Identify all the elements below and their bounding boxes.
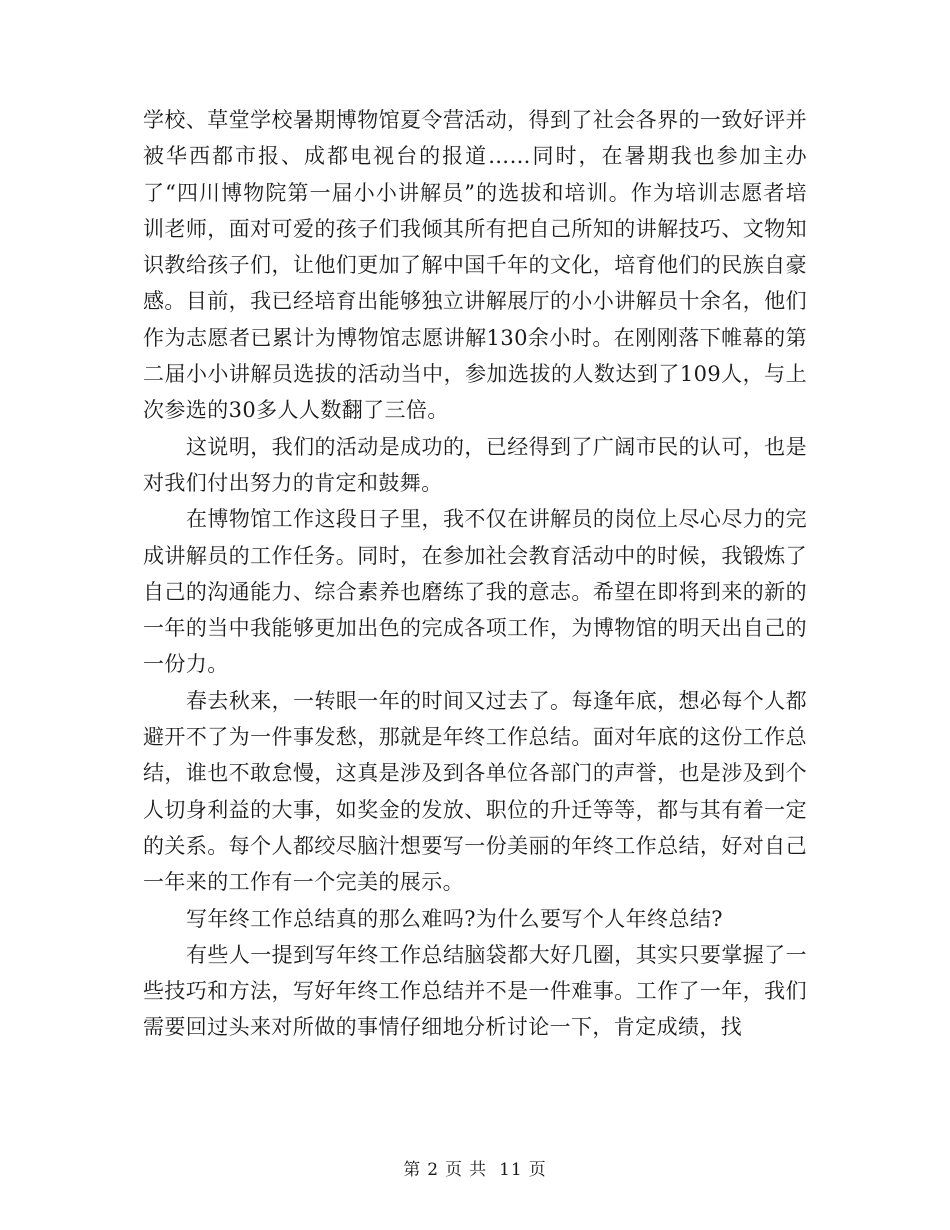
footer-label-unit-end: 页 (528, 1160, 547, 1180)
footer-label-unit: 页 (445, 1160, 464, 1180)
paragraph-2: 这说明，我们的活动是成功的，已经得到了广阔市民的认可，也是对我们付出努力的肯定和鼓舞。 (143, 434, 807, 495)
footer-current-page: 2 (427, 1160, 440, 1180)
page-footer (0, 1155, 950, 1180)
document-body (143, 102, 807, 1046)
paragraph-1: 学校、草堂学校暑期博物馆夏令营活动，得到了社会各界的一致好评并被华西都市报、成都电视台的报道……同时，在暑期我也参加主办了“四川博物院第一届小小讲解员”的选拔和培训。作为培训志愿者培训老师，面对可爱的孩子们我倾其所有把自己所知的讲解技巧、文物知识教给孩子们，让他们更加了解中国千年的文化，培育他们的民族自豪感。目前，我已经培育出能够独立讲解展厅的小小讲解员十余名，他们作为志愿者已累计为博物馆志愿讲解130余小时。在刚刚落下帷幕的第二届小小讲解员选拔的活动当中，参加选拔的人数达到了109人，与上次参选的30多人人数翻了三倍。 (143, 108, 807, 423)
footer-label-page: 第 (403, 1160, 422, 1180)
paragraph-4: 春去秋来，一转眼一年的时间又过去了。每逢年底，想必每个人都避开不了为一件事发愁，那就是年终工作总结。面对年底的这份工作总结，谁也不敢怠慢，这真是涉及到各单位各部门的声誉，也是涉及到个人切身利益的大事，如奖金的发放、职位的升迁等等，都与其有着一定的关系。每个人都绞尽脑汁想要写一份美丽的年终工作总结，好对自己一年来的工作有一个完美的展示。 (143, 688, 807, 895)
paragraph-5: 写年终工作总结真的那么难吗?为什么要写个人年终总结? (186, 906, 723, 931)
paragraph-6: 有些人一提到写年终工作总结脑袋都大好几圈，其实只要掌握了一些技巧和方法，写好年终工作总结并不是一件难事。工作了一年，我们需要回过头来对所做的事情仔细地分析讨论一下，肯定成绩，找 (143, 942, 807, 1040)
footer-total-pages: 11 (499, 1160, 523, 1180)
footer-label-total: 共 (469, 1160, 488, 1180)
paragraph-3: 在博物馆工作这段日子里，我不仅在讲解员的岗位上尽心尽力的完成讲解员的工作任务。同时，在参加社会教育活动中的时候，我锻炼了自己的沟通能力、综合素养也磨练了我的意志。希望在即将到来的新的一年的当中我能够更加出色的完成各项工作，为博物馆的明天出自己的一份力。 (143, 507, 807, 677)
